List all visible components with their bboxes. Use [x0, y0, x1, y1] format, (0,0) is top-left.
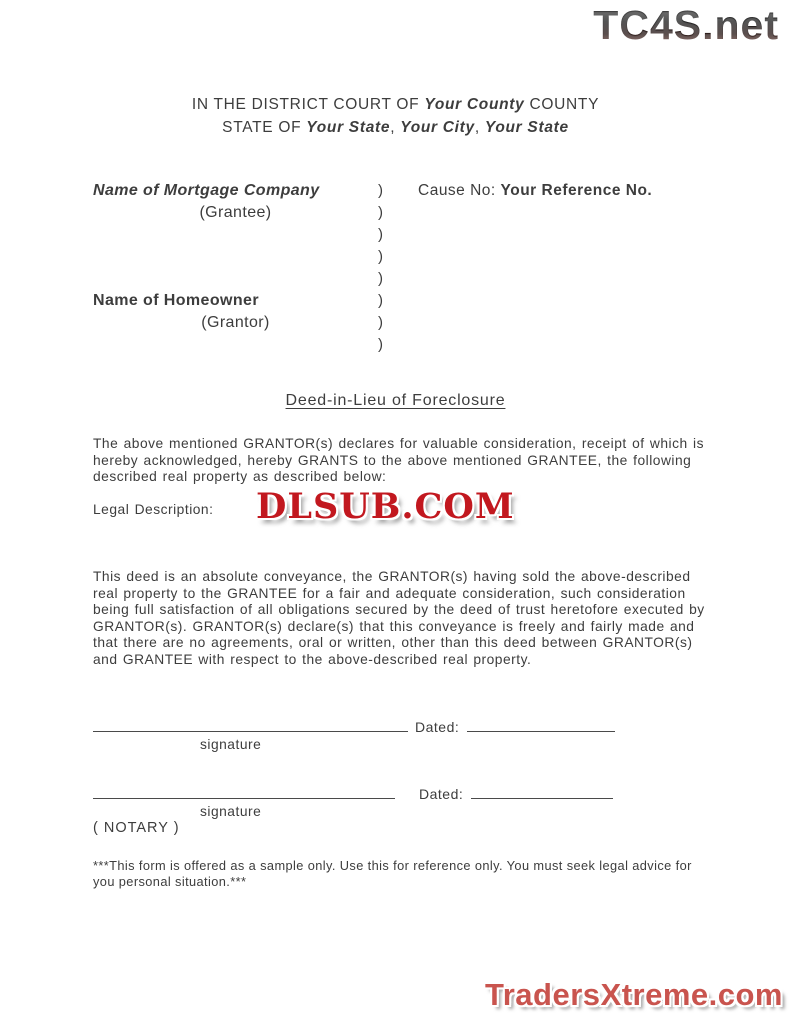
caption-row: [93, 292, 652, 314]
signature-caption: signature: [200, 804, 262, 819]
signature-row-1: [93, 719, 615, 735]
signature-caption: signature: [200, 737, 262, 752]
header-state-placeholder-2: Your State: [484, 119, 569, 136]
grantor-name: Name of Homeowner: [93, 292, 259, 309]
dlsub-watermark: DLSUB.COM: [256, 486, 515, 527]
caption-paren: ): [378, 226, 383, 243]
caption-paren: ): [378, 248, 383, 265]
caption-row: [93, 314, 652, 336]
tradersxtreme-logo: TradersXtreme.com: [485, 977, 783, 1012]
caption-paren: ): [378, 270, 383, 287]
grantee-role-label: (Grantee): [199, 204, 272, 221]
header-city-placeholder: Your City: [400, 119, 475, 136]
document-title: Deed-in-Lieu of Foreclosure: [285, 392, 506, 409]
caption-paren: ): [378, 314, 383, 331]
header-state-placeholder-1: Your State: [306, 119, 391, 136]
header-line2-prefix: STATE OF: [222, 119, 307, 136]
header-line2-sep1: ,: [390, 119, 401, 136]
signature-line: [93, 719, 408, 732]
caption-paren: ): [378, 204, 383, 221]
caption-row: [93, 226, 652, 248]
grantor-role-label: (Grantor): [201, 314, 270, 331]
caption-row: [93, 182, 652, 204]
grantee-name: Name of Mortgage Company: [93, 182, 320, 199]
dated-label: Dated:: [415, 719, 460, 735]
caption-paren: ): [378, 292, 383, 309]
signature-line: [93, 786, 395, 799]
caption-paren: ): [378, 336, 383, 353]
header-line1-suffix: COUNTY: [524, 96, 600, 113]
caption-paren: ): [378, 182, 383, 199]
header-county-placeholder: Your County: [424, 96, 525, 113]
cause-number-value: Your Reference No.: [500, 182, 653, 199]
cause-number-line: [418, 182, 652, 200]
header-line1-prefix: IN THE DISTRICT COURT OF: [191, 96, 425, 113]
caption-row: [93, 204, 652, 226]
court-header: [0, 93, 791, 139]
legal-description-label: Legal Description:: [93, 502, 214, 517]
sample-disclaimer: ***This form is offered as a sample only. Use this for reference only. You must seek legal advice for you personal situation.***: [93, 858, 692, 890]
court-header-line1: [0, 93, 791, 116]
date-line: [471, 786, 613, 799]
granting-paragraph: The above mentioned GRANTOR(s) declares for valuable consideration, receipt of which is hereby acknowledged, hereby GRANTS to the above mentioned GRANTEE, the following described real property as described below:: [93, 436, 704, 485]
notary-label: ( NOTARY ): [93, 820, 180, 836]
dated-label: Dated:: [419, 786, 464, 802]
caption-row: [93, 270, 652, 292]
conveyance-paragraph: This deed is an absolute conveyance, the GRANTOR(s) having sold the above-described real property to the GRANTEE for a fair and adequate consideration, such consideration being full satisfaction of all obligations secured by the deed of trust heretofore executed by GRANTOR(s). GRANTOR(s) declare(s) that this conveyance is freely and fairly made and that there are no agreements, oral or written, other than this deed between GRANTOR(s) and GRANTEE with respect to the above-described real property.: [93, 569, 705, 667]
cause-number-label: Cause No:: [418, 182, 501, 199]
date-line: [467, 719, 615, 732]
caption-row: [93, 248, 652, 270]
caption-row: [93, 336, 652, 358]
tc4s-logo: TC4S.net: [593, 2, 779, 48]
court-header-line2: [0, 116, 791, 139]
case-caption: [93, 182, 652, 358]
signature-row-2: [93, 786, 613, 802]
header-line2-sep2: ,: [474, 119, 485, 136]
